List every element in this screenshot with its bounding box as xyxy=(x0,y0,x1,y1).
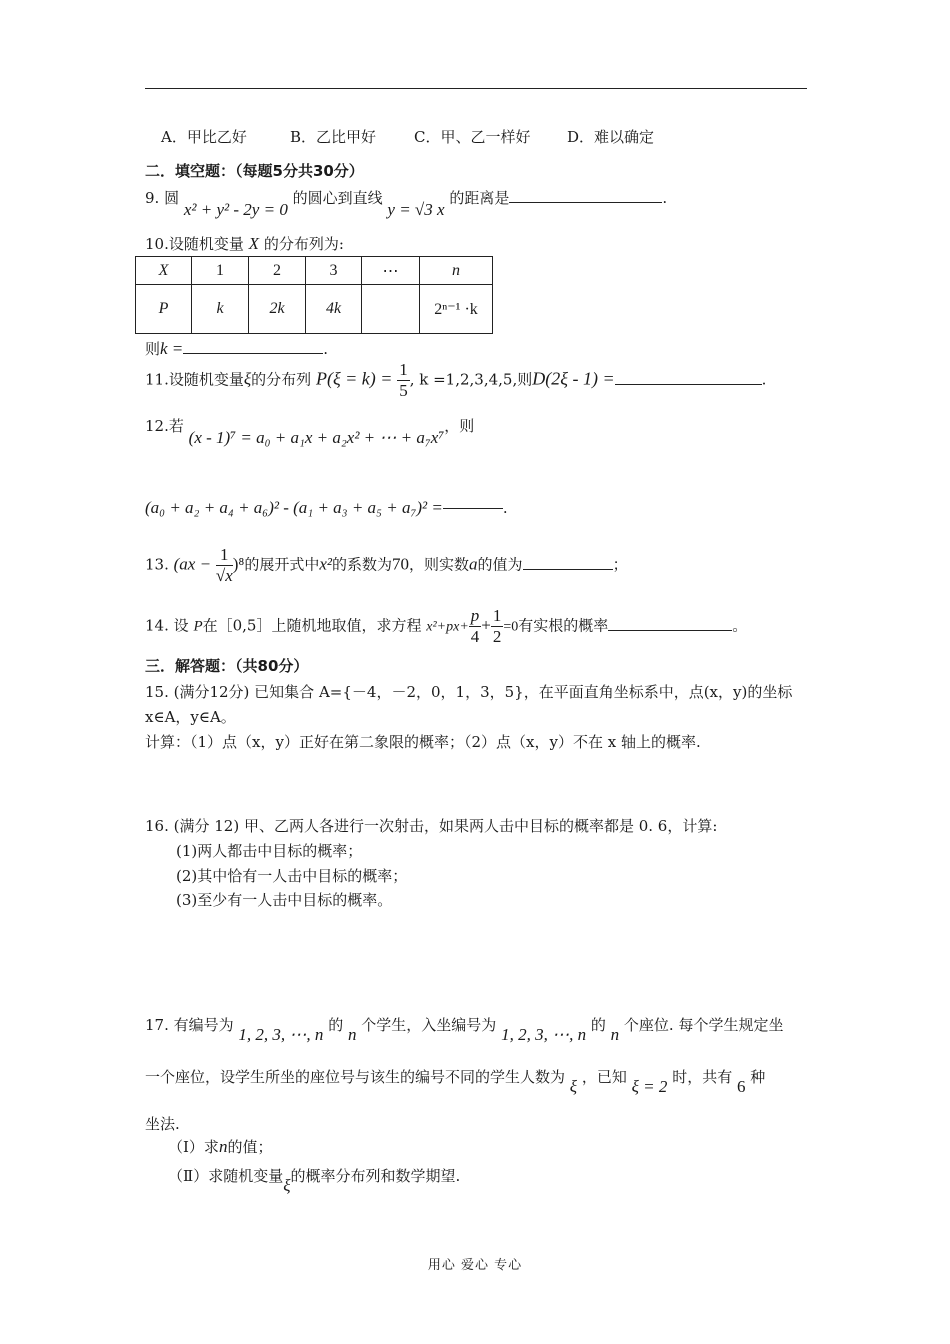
question-9 xyxy=(145,187,668,219)
q13-x2: x² xyxy=(319,554,333,574)
q14-plus: + xyxy=(481,615,491,635)
q14-eq-post: =0 xyxy=(503,619,519,635)
q14-eq-pre: x²+px+ xyxy=(426,619,469,635)
q9-t3: 的距离是 xyxy=(449,189,510,207)
q16-item-1: (1)两人都击中目标的概率； xyxy=(176,842,363,860)
q17-p2-xi: ξ xyxy=(283,1176,291,1195)
q11-frac-num: 1 xyxy=(399,360,408,379)
q11-expr: P(ξ = k) = xyxy=(315,368,393,389)
question-11 xyxy=(145,360,766,401)
q15-line2: x∈A，y∈A。 xyxy=(145,708,236,726)
question-10 xyxy=(145,233,344,254)
q11-t2: 的分布列 xyxy=(251,370,312,389)
q10-text2: 的分布列为: xyxy=(263,235,344,253)
table-row xyxy=(136,285,493,334)
q14-f2-den: 2 xyxy=(492,627,502,646)
q17-l1a: 17. 有编号为 xyxy=(145,1016,234,1034)
q14-answer-blank xyxy=(608,616,732,631)
q17-p1b: 的值； xyxy=(227,1138,273,1156)
option-b: B．乙比甲好 xyxy=(290,128,377,146)
q10-text: 设随机变量 xyxy=(168,235,244,253)
q9-num: 9. xyxy=(145,189,160,207)
q10-num: 10. xyxy=(145,235,169,253)
q17-part2 xyxy=(168,1165,461,1195)
q17-l1b: 的 xyxy=(328,1016,344,1034)
q13-t3: ，则实数 xyxy=(409,555,470,574)
q11-frac-den: 5 xyxy=(399,381,408,400)
q17-line2 xyxy=(145,1066,766,1096)
q14-f1-den: 4 xyxy=(470,627,480,646)
q13-fraction xyxy=(216,545,233,586)
q17-l2d: 种 xyxy=(750,1068,766,1086)
q12-end: . xyxy=(502,499,508,517)
q17-l1c: 个学生，入坐编号为 xyxy=(361,1016,497,1034)
q16-item-2: (2)其中恰有一人击中目标的概率； xyxy=(176,867,408,885)
q13-t2: 的系数为 xyxy=(332,555,393,574)
q13-expr-post: )⁸ xyxy=(232,554,245,574)
q17-l2b: ，已知 xyxy=(581,1068,627,1086)
q12-num: 12. xyxy=(145,417,169,435)
q17-seq-2: 1, 2, 3, ⋯, n xyxy=(501,1025,587,1044)
q15-line3: 计算：（1）点（x，y）正好在第二象限的概率；（2）点（x，y）不在 x 轴上的概率. xyxy=(145,733,701,751)
q13-num: 13. xyxy=(145,555,169,574)
q9-line: y = √3 x xyxy=(387,200,445,219)
q17-n-2: n xyxy=(610,1025,620,1044)
q17-p2a: （Ⅱ）求随机变量 xyxy=(168,1167,284,1185)
q14-fraction-2 xyxy=(491,606,504,647)
option-d: D．难以确定 xyxy=(567,128,655,146)
q11-xi: ξ xyxy=(243,369,252,389)
option-c: C．甲、乙一样好 xyxy=(414,128,531,146)
q9-answer-blank xyxy=(509,188,662,203)
q12-t2: ，则 xyxy=(444,417,475,435)
q17-p1a: （Ⅰ）求 xyxy=(168,1138,219,1156)
table-cell: ⋯ xyxy=(362,257,420,285)
table-cell: 1 xyxy=(192,257,249,285)
q16-item-3: (3)至少有一人击中目标的概率。 xyxy=(176,891,393,909)
q14-fraction-1 xyxy=(469,606,482,647)
q17-l1d: 的 xyxy=(590,1016,606,1034)
header-rule xyxy=(145,88,807,89)
q17-p1n: n xyxy=(218,1137,228,1156)
q17-six: 6 xyxy=(737,1077,746,1096)
q10-answer-blank xyxy=(183,339,323,354)
q13-a: a xyxy=(469,554,478,574)
q13-end: ； xyxy=(612,555,628,574)
section2-title: 二．填空题：（每题5分共30分） xyxy=(145,162,364,180)
q17-p2b: 的概率分布列和数学期望. xyxy=(290,1167,461,1185)
q13-answer-blank xyxy=(523,555,613,570)
q13-t4: 的值为 xyxy=(477,555,523,574)
q14-end: 。 xyxy=(732,616,748,635)
q11-expr2: D(2ξ - 1) = xyxy=(532,368,615,389)
question-13 xyxy=(145,545,628,586)
q13-val: 70 xyxy=(392,554,410,574)
q12-t1: 若 xyxy=(168,417,184,435)
q17-n: n xyxy=(347,1025,357,1044)
q13-frac-den: √x xyxy=(215,566,233,585)
q11-fraction xyxy=(397,360,410,401)
table-row xyxy=(136,257,493,285)
table-cell: 4k xyxy=(306,285,362,334)
q14-f1-num: p xyxy=(470,606,480,625)
q14-f2-num: 1 xyxy=(492,606,502,625)
q12-expr: (a₀ + a₂ + a₄ + a₆)² - (a₁ + a₃ + a₅ + a₇)² = xyxy=(145,498,443,517)
q13-frac-num: 1 xyxy=(216,545,233,566)
q10-answer-var: k = xyxy=(160,339,184,358)
q11-end: . xyxy=(761,370,767,389)
question-14 xyxy=(145,606,747,647)
question-12 xyxy=(145,415,475,447)
q9-t1: 圆 xyxy=(164,189,180,207)
table-cell: n xyxy=(420,257,493,285)
q17-line3: 坐法. xyxy=(145,1115,180,1133)
option-a: A．甲比乙好 xyxy=(161,128,247,146)
q12-equation: (x - 1)⁷ = a₀ + a₁x + a₂x² + ⋯ + a₇x⁷ xyxy=(188,428,445,447)
q14-t2: 在［0,5］上随机地取值，求方程 xyxy=(202,616,422,635)
q17-l1e: 个座位. 每个学生规定坐 xyxy=(623,1016,784,1034)
q17-part1 xyxy=(168,1136,272,1157)
table-cell: 2 xyxy=(249,257,306,285)
q10-answer xyxy=(145,338,328,359)
q12-answer-blank xyxy=(443,502,503,509)
q14-p: P xyxy=(193,618,203,635)
q12-expression-line xyxy=(145,498,508,518)
q11-t1: 设随机变量 xyxy=(168,370,244,389)
q17-l2a: 一个座位，设学生所坐的座位号与该生的编号不同的学生人数为 xyxy=(145,1068,566,1086)
q9-equation: x² + y² - 2y = 0 xyxy=(183,200,288,219)
q10-end: . xyxy=(323,340,329,358)
q14-t1: 设 xyxy=(173,616,189,635)
q10-answer-pre: 则 xyxy=(145,340,161,358)
table-cell xyxy=(362,285,420,334)
q9-end: . xyxy=(662,189,668,207)
table-cell: 3 xyxy=(306,257,362,285)
q13-t1: 的展开式中 xyxy=(244,555,320,574)
q16-line1: 16. (满分 12) 甲、乙两人各进行一次射击，如果两人击中目标的概率都是 0. 6，计算: xyxy=(145,817,718,835)
distribution-table xyxy=(135,256,493,334)
q17-seq: 1, 2, 3, ⋯, n xyxy=(238,1025,324,1044)
q17-xi: ξ xyxy=(569,1077,578,1096)
table-cell: 2ⁿ⁻¹ ·k xyxy=(420,285,493,334)
table-cell: k xyxy=(192,285,249,334)
q17-line1 xyxy=(145,1014,784,1044)
q9-t2: 的圆心到直线 xyxy=(292,189,383,207)
q11-num: 11. xyxy=(145,370,169,389)
q15-line1: 15. (满分12分) 已知集合 A={－4，－2，0，1，3，5}，在平面直角坐标系中，点(x，y)的坐标 xyxy=(145,683,793,701)
table-cell: X xyxy=(136,257,192,285)
table-cell: P xyxy=(136,285,192,334)
q11-t3: , k =1,2,3,4,5,则 xyxy=(409,370,533,389)
q17-cond: ξ = 2 xyxy=(631,1077,668,1096)
page-footer: 用心 爱心 专心 xyxy=(427,1258,523,1273)
q11-answer-blank xyxy=(615,370,762,385)
q10-var: X xyxy=(248,234,260,253)
section3-title: 三．解答题：（共80分） xyxy=(145,657,309,675)
table-cell: 2k xyxy=(249,285,306,334)
q13-expr-pre: (ax − xyxy=(173,554,212,574)
q14-num: 14. xyxy=(145,616,169,635)
q14-t3: 有实根的概率 xyxy=(518,616,609,635)
q17-l2c: 时，共有 xyxy=(672,1068,733,1086)
